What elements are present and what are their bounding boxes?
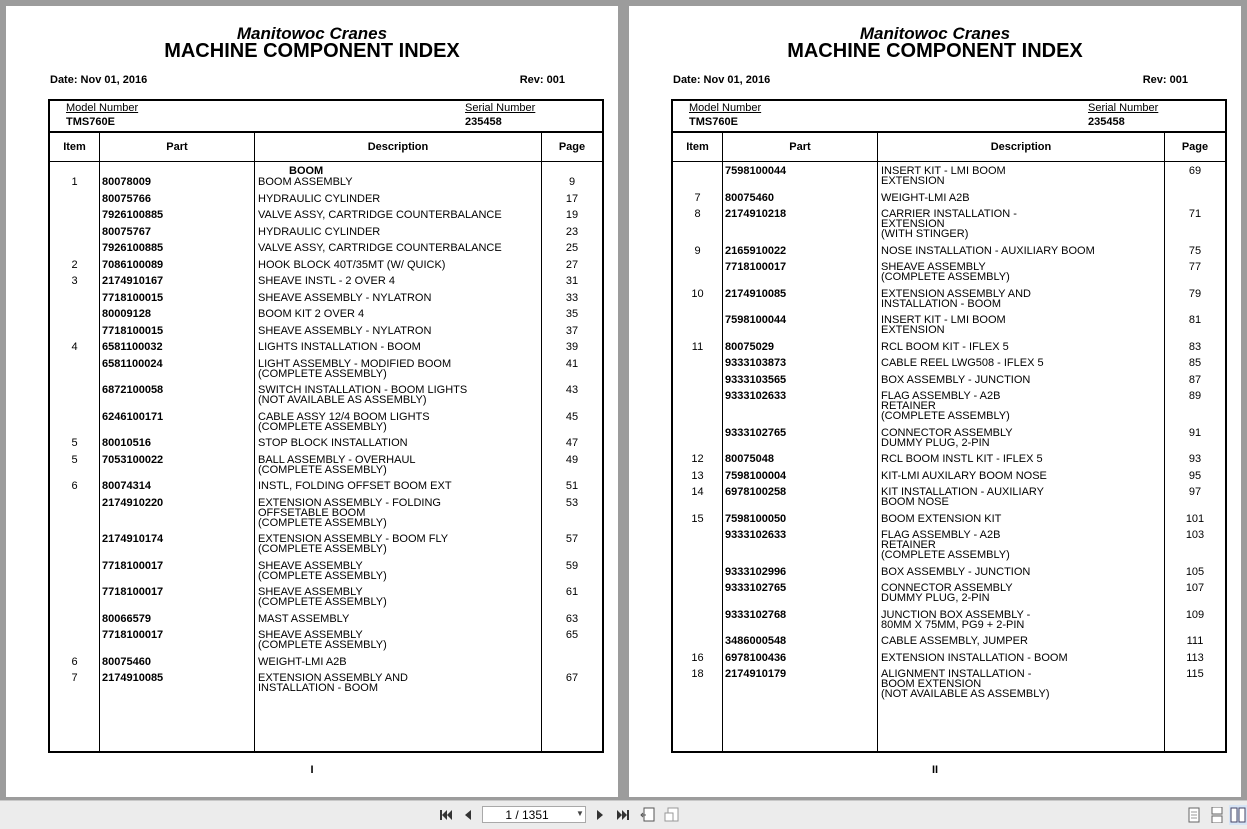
- part-description: HYDRAULIC CYLINDER: [258, 225, 381, 238]
- table-row: [673, 209, 1225, 246]
- part-description: SHEAVE ASSEMBLY (COMPLETE ASSEMBLY): [258, 559, 387, 582]
- serial-number-label: Serial Number: [465, 102, 536, 114]
- table-row: [673, 289, 1225, 316]
- page-reference: 25: [565, 242, 579, 254]
- part-number: 80010516: [102, 437, 151, 449]
- item-number: 8: [694, 208, 701, 220]
- page-reference: 87: [1188, 373, 1202, 386]
- part-number: 7718100017: [102, 559, 164, 572]
- part-number: 2174910085: [725, 287, 787, 300]
- page-reference: 33: [565, 291, 579, 304]
- page-reference: 19: [565, 209, 579, 221]
- next-page-icon: [595, 809, 605, 821]
- part-number: 80075048: [725, 453, 774, 465]
- page-reference: 91: [1188, 426, 1202, 439]
- part-description: SHEAVE INSTL - 2 OVER 4: [258, 275, 395, 287]
- section-title: BOOM: [289, 165, 324, 177]
- part-number: 6978100436: [725, 651, 787, 664]
- table-row: [673, 530, 1225, 567]
- page-reference: 63: [565, 612, 579, 625]
- table-row: [673, 262, 1225, 289]
- part-description: INSERT KIT - LMI BOOM EXTENSION: [881, 165, 1006, 187]
- page-reference: 57: [565, 533, 579, 545]
- item-number: 3: [71, 275, 78, 287]
- part-number: 80075460: [102, 655, 151, 668]
- column-header-item: Item: [686, 141, 709, 153]
- part-number: 9333102633: [725, 390, 787, 402]
- page-reference: 61: [565, 586, 579, 598]
- table-row: [673, 514, 1225, 531]
- table-row: [673, 567, 1225, 584]
- part-number: 7926100885: [102, 242, 164, 254]
- part-number: 7598100050: [725, 512, 787, 525]
- table-row: [50, 614, 602, 631]
- part-description: INSERT KIT - LMI BOOM EXTENSION: [881, 314, 1006, 336]
- part-description: BOOM ASSEMBLY: [258, 176, 353, 188]
- item-number: 7: [694, 191, 701, 204]
- page-reference: 45: [565, 410, 579, 423]
- page-reference: 101: [1185, 512, 1205, 525]
- column-header-page: Page: [1181, 141, 1209, 153]
- part-number: 9333102768: [725, 608, 787, 621]
- table-row: [50, 359, 602, 386]
- part-description: HOOK BLOCK 40T/35MT (W/ QUICK): [258, 258, 446, 271]
- table-row: [673, 358, 1225, 375]
- part-description: STOP BLOCK INSTALLATION: [258, 437, 408, 449]
- first-page-icon: [439, 809, 453, 821]
- previous-page-button[interactable]: [460, 805, 476, 825]
- table-row: [50, 260, 602, 277]
- part-number: 7718100015: [102, 291, 164, 304]
- item-number: 15: [691, 512, 704, 525]
- table-body: [673, 166, 1225, 706]
- part-number: 80075029: [725, 340, 774, 353]
- column-header-part: Part: [789, 141, 811, 153]
- index-table: [48, 99, 604, 753]
- table-row: [50, 455, 602, 482]
- item-number: 6: [71, 655, 78, 668]
- part-description: SHEAVE ASSEMBLY - NYLATRON: [258, 324, 432, 337]
- part-number: 80066579: [102, 612, 151, 625]
- table-row: [50, 177, 602, 194]
- part-description: CABLE REEL LWG508 - IFLEX 5: [881, 357, 1044, 369]
- divider: [50, 161, 602, 162]
- document-page-right: [629, 6, 1241, 797]
- serial-number-value: 235458: [1088, 116, 1125, 128]
- table-row: [673, 610, 1225, 637]
- table-row: [673, 342, 1225, 359]
- part-description: EXTENSION ASSEMBLY AND INSTALLATION - BOOM: [881, 287, 1031, 310]
- part-description: BOOM KIT 2 OVER 4: [258, 308, 365, 320]
- column-header-part: Part: [166, 141, 188, 153]
- part-description: CABLE ASSY 12/4 BOOM LIGHTS (COMPLETE ASSEMBLY): [258, 410, 430, 433]
- part-number: 7086100089: [102, 258, 164, 271]
- part-number: 6581100032: [102, 341, 163, 353]
- table-row: [50, 438, 602, 455]
- item-number: 18: [691, 668, 704, 680]
- page-reference: 69: [1188, 165, 1202, 177]
- part-description: SHEAVE ASSEMBLY (COMPLETE ASSEMBLY): [881, 261, 1010, 283]
- next-page-button[interactable]: [592, 805, 608, 825]
- part-number: 7718100017: [102, 629, 164, 641]
- page-reference: 35: [565, 308, 579, 320]
- divider: [673, 161, 1225, 162]
- table-row: [673, 471, 1225, 488]
- part-number: 6872100058: [102, 384, 164, 396]
- part-number: 80075766: [102, 192, 151, 205]
- part-number: 2174910220: [102, 496, 164, 509]
- part-number: 80075460: [725, 191, 774, 204]
- serial-number-value: 235458: [465, 116, 502, 128]
- part-number: 7926100885: [102, 209, 164, 221]
- part-number: 6246100171: [102, 410, 164, 423]
- first-page-button[interactable]: [437, 805, 455, 825]
- table-row: [673, 375, 1225, 392]
- part-description: EXTENSION ASSEMBLY - BOOM FLY (COMPLETE ASSEMBLY): [258, 533, 449, 555]
- page-reference: 65: [565, 629, 579, 641]
- brand-name: Manitowoc Cranes: [236, 24, 388, 43]
- part-description: RCL BOOM INSTL KIT - IFLEX 5: [881, 453, 1043, 465]
- part-description: MAST ASSEMBLY: [258, 612, 350, 625]
- table-row: [50, 243, 602, 260]
- part-description: RCL BOOM KIT - IFLEX 5: [881, 340, 1009, 353]
- table-row: [50, 630, 602, 657]
- part-number: 2165910022: [725, 244, 787, 257]
- page-reference: 81: [1188, 314, 1202, 326]
- part-description: CABLE ASSEMBLY, JUMPER: [881, 635, 1028, 647]
- document-title: MACHINE COMPONENT INDEX: [787, 40, 1083, 62]
- table-row: [673, 246, 1225, 263]
- item-number: 2: [71, 258, 78, 271]
- part-description: FLAG ASSEMBLY - A2B RETAINER (COMPLETE ASSEMBLY): [881, 529, 1010, 561]
- table-row: [50, 587, 602, 614]
- table-row: [673, 391, 1225, 428]
- table-row: [50, 534, 602, 561]
- table-row: [50, 498, 602, 535]
- page-reference: 39: [565, 341, 579, 353]
- part-number: 80074314: [102, 480, 151, 492]
- page-reference: 111: [1186, 635, 1204, 647]
- part-number: 9333103873: [725, 357, 787, 369]
- fit-page-icon: [640, 807, 656, 823]
- single-page-view-icon: [1188, 807, 1200, 823]
- table-row: [673, 315, 1225, 342]
- page-reference: 115: [1186, 668, 1204, 680]
- part-number: 7718100017: [102, 586, 164, 598]
- part-description: EXTENSION ASSEMBLY AND INSTALLATION - BOOM: [258, 672, 408, 694]
- facing-view-button[interactable]: [1229, 805, 1247, 825]
- part-description: WEIGHT-LMI A2B: [881, 191, 970, 204]
- part-description: NOSE INSTALLATION - AUXILIARY BOOM: [881, 244, 1095, 257]
- table-row: [50, 561, 602, 588]
- page-reference: 47: [565, 437, 579, 449]
- model-number-value: TMS760E: [689, 116, 738, 128]
- part-number: 80078009: [102, 176, 151, 188]
- part-description: EXTENSION INSTALLATION - BOOM: [881, 651, 1068, 664]
- page-reference: 27: [565, 258, 579, 271]
- document-page-left: [6, 6, 618, 797]
- column-header-description: Description: [367, 141, 429, 153]
- part-description: JUNCTION BOX ASSEMBLY - 80MM X 75MM, PG9 + 2-PIN: [881, 608, 1031, 631]
- index-table: [671, 99, 1227, 753]
- part-description: SHEAVE ASSEMBLY (COMPLETE ASSEMBLY): [258, 629, 387, 651]
- document-revision: Rev: 001: [519, 74, 565, 86]
- item-number: 12: [691, 453, 704, 465]
- divider: [673, 131, 1225, 133]
- item-number: 16: [691, 651, 704, 664]
- continuous-view-icon: [1211, 807, 1223, 823]
- part-description: VALVE ASSY, CARTRIDGE COUNTERBALANCE: [258, 209, 502, 221]
- part-description: EXTENSION ASSEMBLY - FOLDING OFFSETABLE BOOM (COMPLETE ASSEMBLY): [258, 496, 441, 529]
- page-reference: 113: [1186, 651, 1204, 664]
- part-description: CONNECTOR ASSEMBLY DUMMY PLUG, 2-PIN: [881, 582, 1013, 604]
- model-number-label: Model Number: [689, 102, 762, 114]
- part-description: LIGHT ASSEMBLY - MODIFIED BOOM (COMPLETE ASSEMBLY): [258, 357, 452, 380]
- table-row: [50, 309, 602, 326]
- last-page-icon: [616, 809, 630, 821]
- part-number: 7718100017: [725, 261, 787, 273]
- page-reference: 75: [1188, 244, 1202, 257]
- model-number-label: Model Number: [66, 102, 139, 114]
- part-number: 80009128: [102, 308, 151, 320]
- table-row: [50, 227, 602, 244]
- divider: [50, 131, 602, 133]
- single-page-view-button[interactable]: [1185, 805, 1203, 825]
- part-number: 2174910179: [725, 668, 787, 680]
- page-reference: 83: [1188, 340, 1202, 353]
- part-number: 9333102996: [725, 565, 787, 578]
- part-description: ALIGNMENT INSTALLATION - BOOM EXTENSION (NOT AVAILABLE AS ASSEMBLY): [881, 668, 1050, 700]
- page-reference: 9: [568, 176, 576, 188]
- fit-width-icon: [664, 807, 680, 823]
- item-number: 10: [691, 287, 704, 300]
- part-description: FLAG ASSEMBLY - A2B RETAINER (COMPLETE ASSEMBLY): [881, 390, 1010, 422]
- part-number: 7718100015: [102, 324, 164, 337]
- part-number: 6581100024: [102, 357, 163, 370]
- fit-width-button[interactable]: [662, 805, 682, 825]
- table-row: [673, 166, 1225, 193]
- table-row: [50, 412, 602, 439]
- table-row: [673, 653, 1225, 670]
- table-row: [50, 657, 602, 674]
- page-reference: 103: [1185, 529, 1205, 541]
- continuous-view-button[interactable]: [1208, 805, 1226, 825]
- table-row: [50, 276, 602, 293]
- page-reference: 43: [565, 384, 579, 396]
- part-number: 80075767: [102, 225, 151, 238]
- page-reference: 107: [1185, 582, 1205, 594]
- item-number: 6: [71, 480, 78, 492]
- page-footer-number: II: [931, 764, 939, 776]
- page-reference: 89: [1188, 390, 1202, 402]
- item-number: 5: [71, 437, 78, 449]
- page-reference: 37: [565, 324, 579, 337]
- part-number: 7053100022: [102, 453, 164, 466]
- part-number: 9333103565: [725, 373, 787, 386]
- part-description: SWITCH INSTALLATION - BOOM LIGHTS (NOT AVAILABLE AS ASSEMBLY): [258, 384, 468, 406]
- facing-view-icon: [1230, 807, 1246, 823]
- table-row: [50, 326, 602, 343]
- part-number: 7598100004: [725, 469, 787, 482]
- part-number: 2174910085: [102, 672, 164, 684]
- item-number: 13: [691, 469, 704, 482]
- page-reference: 59: [565, 559, 579, 572]
- part-description: HYDRAULIC CYLINDER: [258, 192, 381, 205]
- column-header-page: Page: [558, 141, 586, 153]
- part-description: VALVE ASSY, CARTRIDGE COUNTERBALANCE: [258, 242, 502, 254]
- table-row: [673, 454, 1225, 471]
- part-number: 9333102765: [725, 426, 787, 439]
- page-reference: 67: [565, 672, 579, 684]
- table-row: [50, 210, 602, 227]
- part-description: CONNECTOR ASSEMBLY DUMMY PLUG, 2-PIN: [881, 426, 1013, 449]
- part-description: LIGHTS INSTALLATION - BOOM: [258, 341, 421, 353]
- last-page-button[interactable]: [614, 805, 632, 825]
- table-row: [50, 385, 602, 412]
- part-description: SHEAVE ASSEMBLY (COMPLETE ASSEMBLY): [258, 586, 387, 608]
- item-number: 14: [691, 486, 704, 498]
- page-reference: 71: [1188, 208, 1202, 220]
- page-reference: 53: [565, 496, 579, 509]
- item-number: 9: [694, 244, 701, 257]
- page-reference: 95: [1188, 469, 1202, 482]
- page-footer-number: I: [310, 764, 314, 776]
- page-reference: 17: [565, 192, 579, 205]
- table-row: [50, 673, 602, 700]
- model-number-value: TMS760E: [66, 116, 115, 128]
- table-row: [50, 293, 602, 310]
- viewer-toolbar: [0, 800, 1247, 829]
- page-reference: 49: [565, 453, 579, 466]
- item-number: 7: [71, 672, 78, 684]
- table-row: [50, 481, 602, 498]
- page-reference: 77: [1188, 261, 1202, 273]
- part-description: KIT INSTALLATION - AUXILIARY BOOM NOSE: [881, 486, 1045, 508]
- table-row: [50, 342, 602, 359]
- column-header-description: Description: [990, 141, 1052, 153]
- part-description: BOOM EXTENSION KIT: [881, 512, 1002, 525]
- page-reference: 51: [565, 480, 579, 492]
- document-date: Date: Nov 01, 2016: [673, 74, 771, 86]
- page-reference: 109: [1185, 608, 1205, 621]
- page-reference: 93: [1188, 453, 1202, 465]
- page-reference: 41: [565, 357, 579, 370]
- page-reference: 97: [1188, 486, 1202, 498]
- previous-page-icon: [463, 809, 473, 821]
- part-number: 2174910218: [725, 208, 787, 220]
- part-description: BOX ASSEMBLY - JUNCTION: [881, 565, 1031, 578]
- item-number: 5: [71, 453, 78, 466]
- page-reference: 31: [565, 275, 579, 287]
- page-reference: 23: [565, 225, 579, 238]
- item-number: 11: [691, 340, 704, 353]
- part-description: KIT-LMI AUXILARY BOOM NOSE: [881, 469, 1047, 482]
- part-description: SHEAVE ASSEMBLY - NYLATRON: [258, 291, 432, 304]
- table-row: [673, 428, 1225, 455]
- part-number: 9333102633: [725, 529, 787, 541]
- document-date: Date: Nov 01, 2016: [50, 74, 148, 86]
- part-number: 3486000548: [725, 635, 787, 647]
- part-description: BALL ASSEMBLY - OVERHAUL (COMPLETE ASSEMBLY): [258, 453, 416, 476]
- table-row: [673, 193, 1225, 210]
- table-row: [673, 487, 1225, 514]
- fit-page-button[interactable]: [638, 805, 658, 825]
- table-row: [673, 669, 1225, 706]
- column-header-item: Item: [63, 141, 86, 153]
- item-number: 4: [71, 341, 78, 353]
- table-row: [673, 583, 1225, 610]
- table-row: [50, 194, 602, 211]
- part-number: 6978100258: [725, 486, 787, 498]
- page-number-input[interactable]: [482, 806, 586, 823]
- table-body: [50, 166, 602, 700]
- chevron-down-icon[interactable]: ▼: [576, 809, 584, 818]
- page-reference: 79: [1188, 287, 1202, 300]
- part-number: 2174910167: [102, 275, 164, 287]
- table-row: [673, 636, 1225, 653]
- serial-number-label: Serial Number: [1088, 102, 1159, 114]
- document-title: MACHINE COMPONENT INDEX: [164, 40, 460, 62]
- part-number: 9333102765: [725, 582, 787, 594]
- document-revision: Rev: 001: [1142, 74, 1188, 86]
- part-description: WEIGHT-LMI A2B: [258, 655, 347, 668]
- item-number: 1: [71, 176, 78, 188]
- part-description: BOX ASSEMBLY - JUNCTION: [881, 373, 1031, 386]
- part-number: 2174910174: [102, 533, 164, 545]
- page-reference: 85: [1188, 357, 1202, 369]
- page-reference: 105: [1185, 565, 1205, 578]
- brand-name: Manitowoc Cranes: [859, 24, 1011, 43]
- part-description: CARRIER INSTALLATION - EXTENSION (WITH STINGER): [881, 208, 1017, 240]
- part-number: 7598100044: [725, 165, 787, 177]
- part-number: 7598100044: [725, 314, 787, 326]
- part-description: INSTL, FOLDING OFFSET BOOM EXT: [258, 480, 452, 492]
